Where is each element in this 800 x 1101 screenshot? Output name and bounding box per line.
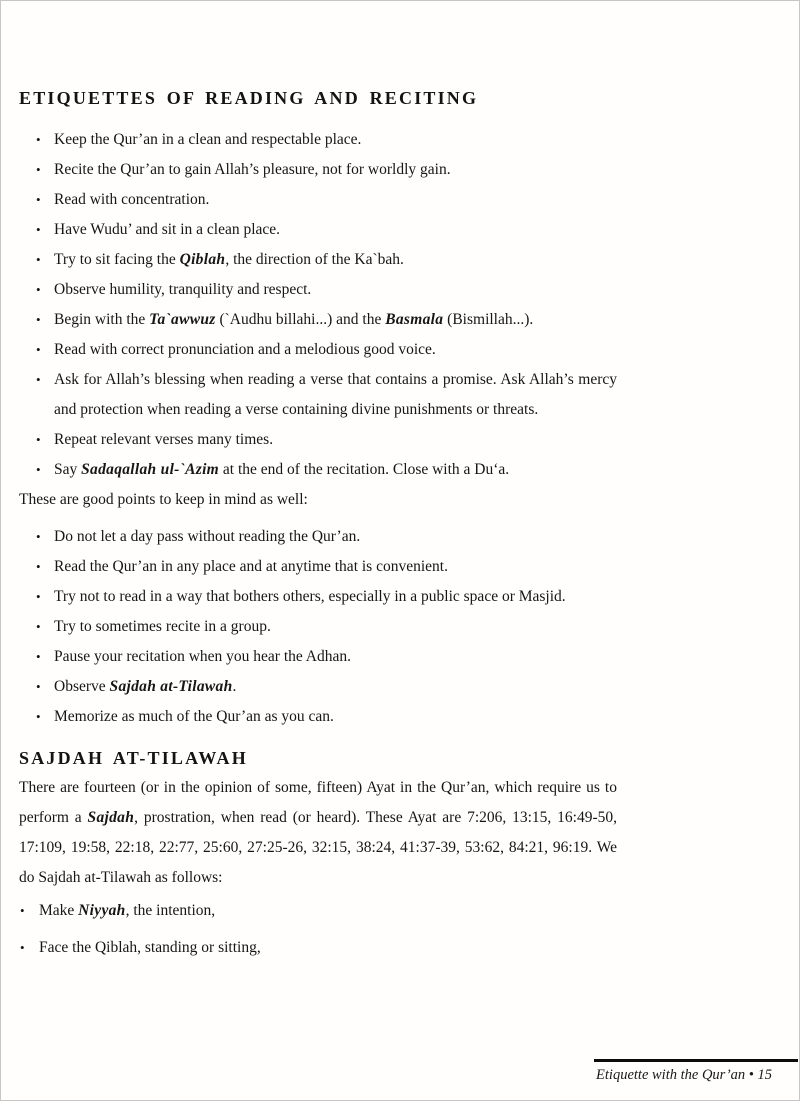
list-item [19,125,617,155]
list-item-text: Read with correct pronunciation and a melodious good voice. [54,341,436,358]
bullet-icon: • [36,589,41,604]
list-item-text: Memorize as much of the Qur’an as you can. [54,708,334,725]
sajdah-steps-list [19,896,617,963]
bullet-icon: • [36,252,41,267]
list-item-text: Ask for Allah’s blessing when reading a verse that contains a promise. Ask Allah’s mercy and protection when reading a verse containing divine punishments or threats. [54,371,617,418]
bullet-icon: • [36,529,41,544]
list-item-text: Do not let a day pass without reading the Qur’an. [54,528,361,545]
list-item-text: Pause your recitation when you hear the Adhan. [54,648,351,665]
bullet-icon: • [36,649,41,664]
section-title-etiquettes: ETIQUETTES OF READING AND RECITING [19,88,479,108]
list-item-text: Observe humility, tranquility and respect. [54,281,312,298]
bullet-icon: • [20,940,25,955]
list-item [19,305,617,335]
bullet-icon: • [36,559,41,574]
list-item-text: Keep the Qur’an in a clean and respectable place. [54,131,362,148]
bullet-icon: • [36,132,41,147]
list-item [19,425,617,455]
list-item [19,185,617,215]
list-item-text: Repeat relevant verses many times. [54,431,274,448]
list-item [19,582,617,612]
bullet-icon: • [36,192,41,207]
running-footer-text: Etiquette with the Qur’an • 15 [596,1067,772,1083]
list-item-text: Try not to read in a way that bothers others, especially in a public space or Masjid. [54,588,566,605]
bullet-icon: • [36,312,41,327]
bullet-icon: • [36,679,41,694]
bullet-icon: • [36,462,41,477]
list-item-text: Try to sometimes recite in a group. [54,618,271,635]
list-item [19,552,617,582]
list-item-text: Have Wudu’ and sit in a clean place. [54,221,281,238]
list-item-text: Read with concentration. [54,191,210,208]
list-item [19,275,617,305]
bullet-icon: • [36,222,41,237]
list-item [19,455,617,485]
bullet-icon: • [20,903,25,918]
page-content [19,1,617,970]
list-item-text: Begin with the Ta`awwuz (`Audhu billahi...) and the Basmala (Bismillah...). [54,311,534,328]
list-item [19,612,617,642]
list-item [19,155,617,185]
bullet-icon: • [36,709,41,724]
bullet-icon: • [36,619,41,634]
list-item [19,522,617,552]
list-item-text: Observe Sajdah at-Tilawah. [54,678,237,695]
list-item [19,933,617,963]
list-item-text: Make Niyyah, the intention, [39,902,216,919]
list-item [19,215,617,245]
bullet-icon: • [36,432,41,447]
list-item [19,365,617,425]
list-item [19,702,617,732]
list-item [19,335,617,365]
etiquettes-list [19,125,617,485]
page-footer [594,1059,798,1084]
list-item-text: Try to sit facing the Qiblah, the direction of the Ka`bah. [54,251,404,268]
list-item [19,642,617,672]
list-item [19,896,617,926]
interlude-paragraph: These are good points to keep in mind as well: [19,491,308,508]
section-title-sajdah: SAJDAH AT-TILAWAH [19,748,248,768]
bullet-icon: • [36,282,41,297]
list-item-text: Read the Qur’an in any place and at anytime that is convenient. [54,558,448,575]
list-item-text: Recite the Qur’an to gain Allah’s pleasure, not for worldly gain. [54,161,451,178]
sajdah-paragraph: There are fourteen (or in the opinion of some, fifteen) Ayat in the Qur’an, which require us to perform a Sajdah, prostration, when read (or heard). These Ayat are 7:206, 13:15, 16:49-50, 17:109, 19:58, 22:18, 22:77, 25:60, 27:25-26, 32:15, 38:24, 41:37-39, 53:62, 84:21, 96:19. We do Sajdah at-Tilawah as follows: [19,779,617,886]
list-item-text: Say Sadaqallah ul-`Azim at the end of the recitation. Close with a Du‘a. [54,461,510,478]
bullet-icon: • [36,342,41,357]
list-item [19,245,617,275]
bullet-icon: • [36,372,41,387]
bullet-icon: • [36,162,41,177]
good-points-list [19,522,617,732]
list-item [19,672,617,702]
list-item-text: Face the Qiblah, standing or sitting, [39,939,261,956]
